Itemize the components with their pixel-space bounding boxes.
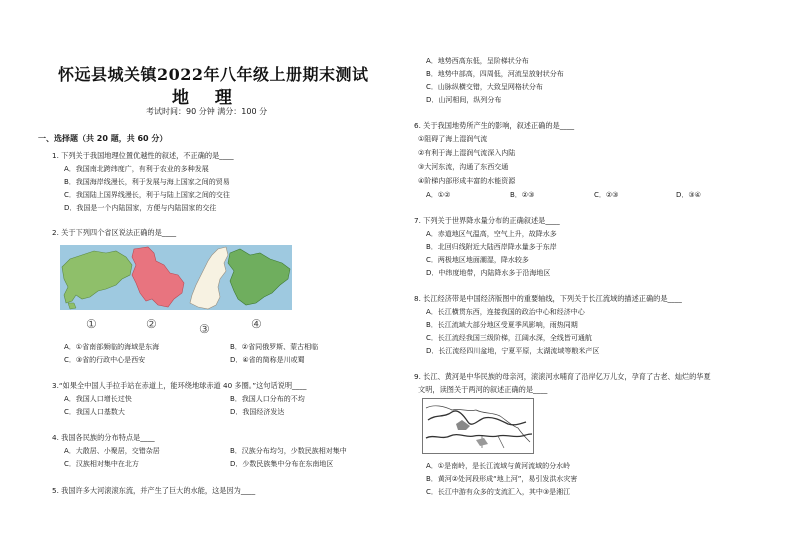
q9-option-b: B．黄河②处河段形成“地上河”，易引发洪水灾害 bbox=[426, 475, 578, 483]
q7-option-b: B．北回归线附近大陆西岸降水量多于东岸 bbox=[426, 243, 557, 251]
q8-option-a: A．长江横贯东西，连接我国的政治中心和经济中心 bbox=[426, 308, 585, 316]
q6-stem: 6. 关于我国地势所产生的影响，叙述正确的是____ bbox=[414, 121, 575, 130]
q2-option-d: D．④省的简称是川或蜀 bbox=[230, 356, 305, 364]
q8-option-c: C．长江流经我国三级阶梯，江阔水深，全线皆可通航 bbox=[426, 334, 592, 342]
q3-option-d: D．我国经济发达 bbox=[230, 408, 285, 416]
q5-option-a: A．地势西高东低，呈阶梯状分布 bbox=[426, 57, 529, 65]
q2-option-b: B．②省同俄罗斯、蒙古相临 bbox=[230, 343, 319, 351]
q4-option-b: B．汉族分布均匀，少数民族相对集中 bbox=[230, 447, 347, 455]
q2-option-a: A．①省南部频临的海域是东海 bbox=[64, 343, 160, 351]
q6-statement-2: ②有利于海上湿润气流深入内陆 bbox=[418, 149, 516, 157]
q7-option-a: A．赤道地区气温高，空气上升，故降水多 bbox=[426, 230, 557, 238]
exam-title: 怀远县城关镇2022年八年级上册期末测试 bbox=[58, 65, 369, 84]
q5-option-d: D．山河相间，纵列分布 bbox=[426, 96, 502, 104]
map-label-4: ④ bbox=[251, 317, 262, 331]
q9-option-a: A．①是南岭，是长江流域与黄河流域的分水岭 bbox=[426, 462, 571, 470]
q1-option-a: A．我国南北跨纬度广，有利于农业的多种发展 bbox=[64, 165, 209, 173]
q3-stem: 3.“如果全中国人手拉手站在赤道上，能环绕地球赤道 40 多圈。”这句话说明____ bbox=[52, 381, 307, 390]
q7-stem: 7. 下列关于世界降水量分布的正确叙述是____ bbox=[414, 216, 560, 225]
q1-option-c: C．我国陆上国界线漫长，利于与陆上国家之间的交往 bbox=[64, 191, 230, 199]
map-frame bbox=[423, 399, 534, 454]
map-label-3: ③ bbox=[199, 322, 210, 336]
province-maps bbox=[60, 245, 292, 310]
subject-title: 地 理 bbox=[172, 88, 242, 108]
q4-stem: 4. 我国各民族的分布特点是____ bbox=[52, 433, 155, 442]
q9-stem-line2: 文明，读图关于两河的叙述正确的是____ bbox=[418, 385, 548, 394]
q4-option-d: D．少数民族集中分布在东南地区 bbox=[230, 460, 334, 468]
q8-option-b: B．长江流域大部分地区受夏季风影响，雨热同期 bbox=[426, 321, 578, 329]
q6-option-a: A．①② bbox=[426, 191, 451, 199]
section-heading: 一、选择题（共 20 题，共 60 分） bbox=[38, 134, 168, 143]
q1-stem: 1. 下列关于我国地理位置优越性的叙述，不正确的是____ bbox=[52, 151, 234, 160]
q3-option-c: C．我国人口基数大 bbox=[64, 408, 125, 416]
q8-stem: 8. 长江经济带是中国经济版图中的重要轴线，下列关于长江流域的描述正确的是____ bbox=[414, 294, 682, 303]
q1-option-d: D．我国是一个内陆国家，方便与内陆国家的交往 bbox=[64, 204, 217, 212]
q8-option-d: D．长江流经四川盆地，宁夏平原，太湖流域等粮米产区 bbox=[426, 347, 600, 355]
q9-stem-line1: 9. 长江、黄河是中华民族的母亲河，滚滚河水哺育了沿岸亿万儿女，孕育了古老、灿烂的华夏 bbox=[414, 372, 711, 381]
rivers-map bbox=[422, 398, 534, 454]
q5-option-c: C．山脉纵横交错，大致呈网格状分布 bbox=[426, 83, 543, 91]
q5-option-b: B．地势中部高，四周低，河流呈放射状分布 bbox=[426, 70, 564, 78]
q4-option-a: A．大散居、小聚居，交错杂居 bbox=[64, 447, 160, 455]
exam-info: 考试时间：90 分钟 满分：100 分 bbox=[146, 107, 268, 116]
q1-option-b: B．我国海岸线漫长，利于发展与海上国家之间的贸易 bbox=[64, 178, 230, 186]
map-label-1: ① bbox=[86, 317, 97, 331]
q6-option-c: C．②③ bbox=[594, 191, 619, 199]
q7-option-c: C．两极地区地面潮湿，降水较多 bbox=[426, 256, 529, 264]
q9-option-c: C．长江中游有众多的支流汇入，其中③是湘江 bbox=[426, 488, 571, 496]
q6-statement-3: ③大河东流，沟通了东西交通 bbox=[418, 163, 509, 171]
q7-option-d: D．中纬度地带，内陆降水多于沿海地区 bbox=[426, 269, 551, 277]
q3-option-a: A．我国人口增长过快 bbox=[64, 395, 132, 403]
q5-stem: 5. 我国许多大河滚滚东流，并产生了巨大的水能，这是因为____ bbox=[52, 486, 256, 495]
q6-option-b: B．②③ bbox=[510, 191, 535, 199]
q6-statement-4: ④阶梯内部形成丰富的水能资源 bbox=[418, 177, 516, 185]
map-label-2: ② bbox=[146, 317, 157, 331]
q3-option-b: B．我国人口分布的不均 bbox=[230, 395, 305, 403]
q4-option-c: C．汉族相对集中在北方 bbox=[64, 460, 139, 468]
q6-option-d: D．③④ bbox=[676, 191, 701, 199]
q6-statement-1: ①阻碍了海上湿润气流 bbox=[418, 135, 488, 143]
q2-option-c: C．③省的行政中心是西安 bbox=[64, 356, 146, 364]
q2-stem: 2. 关于下列四个省区说法正确的是____ bbox=[52, 228, 177, 237]
